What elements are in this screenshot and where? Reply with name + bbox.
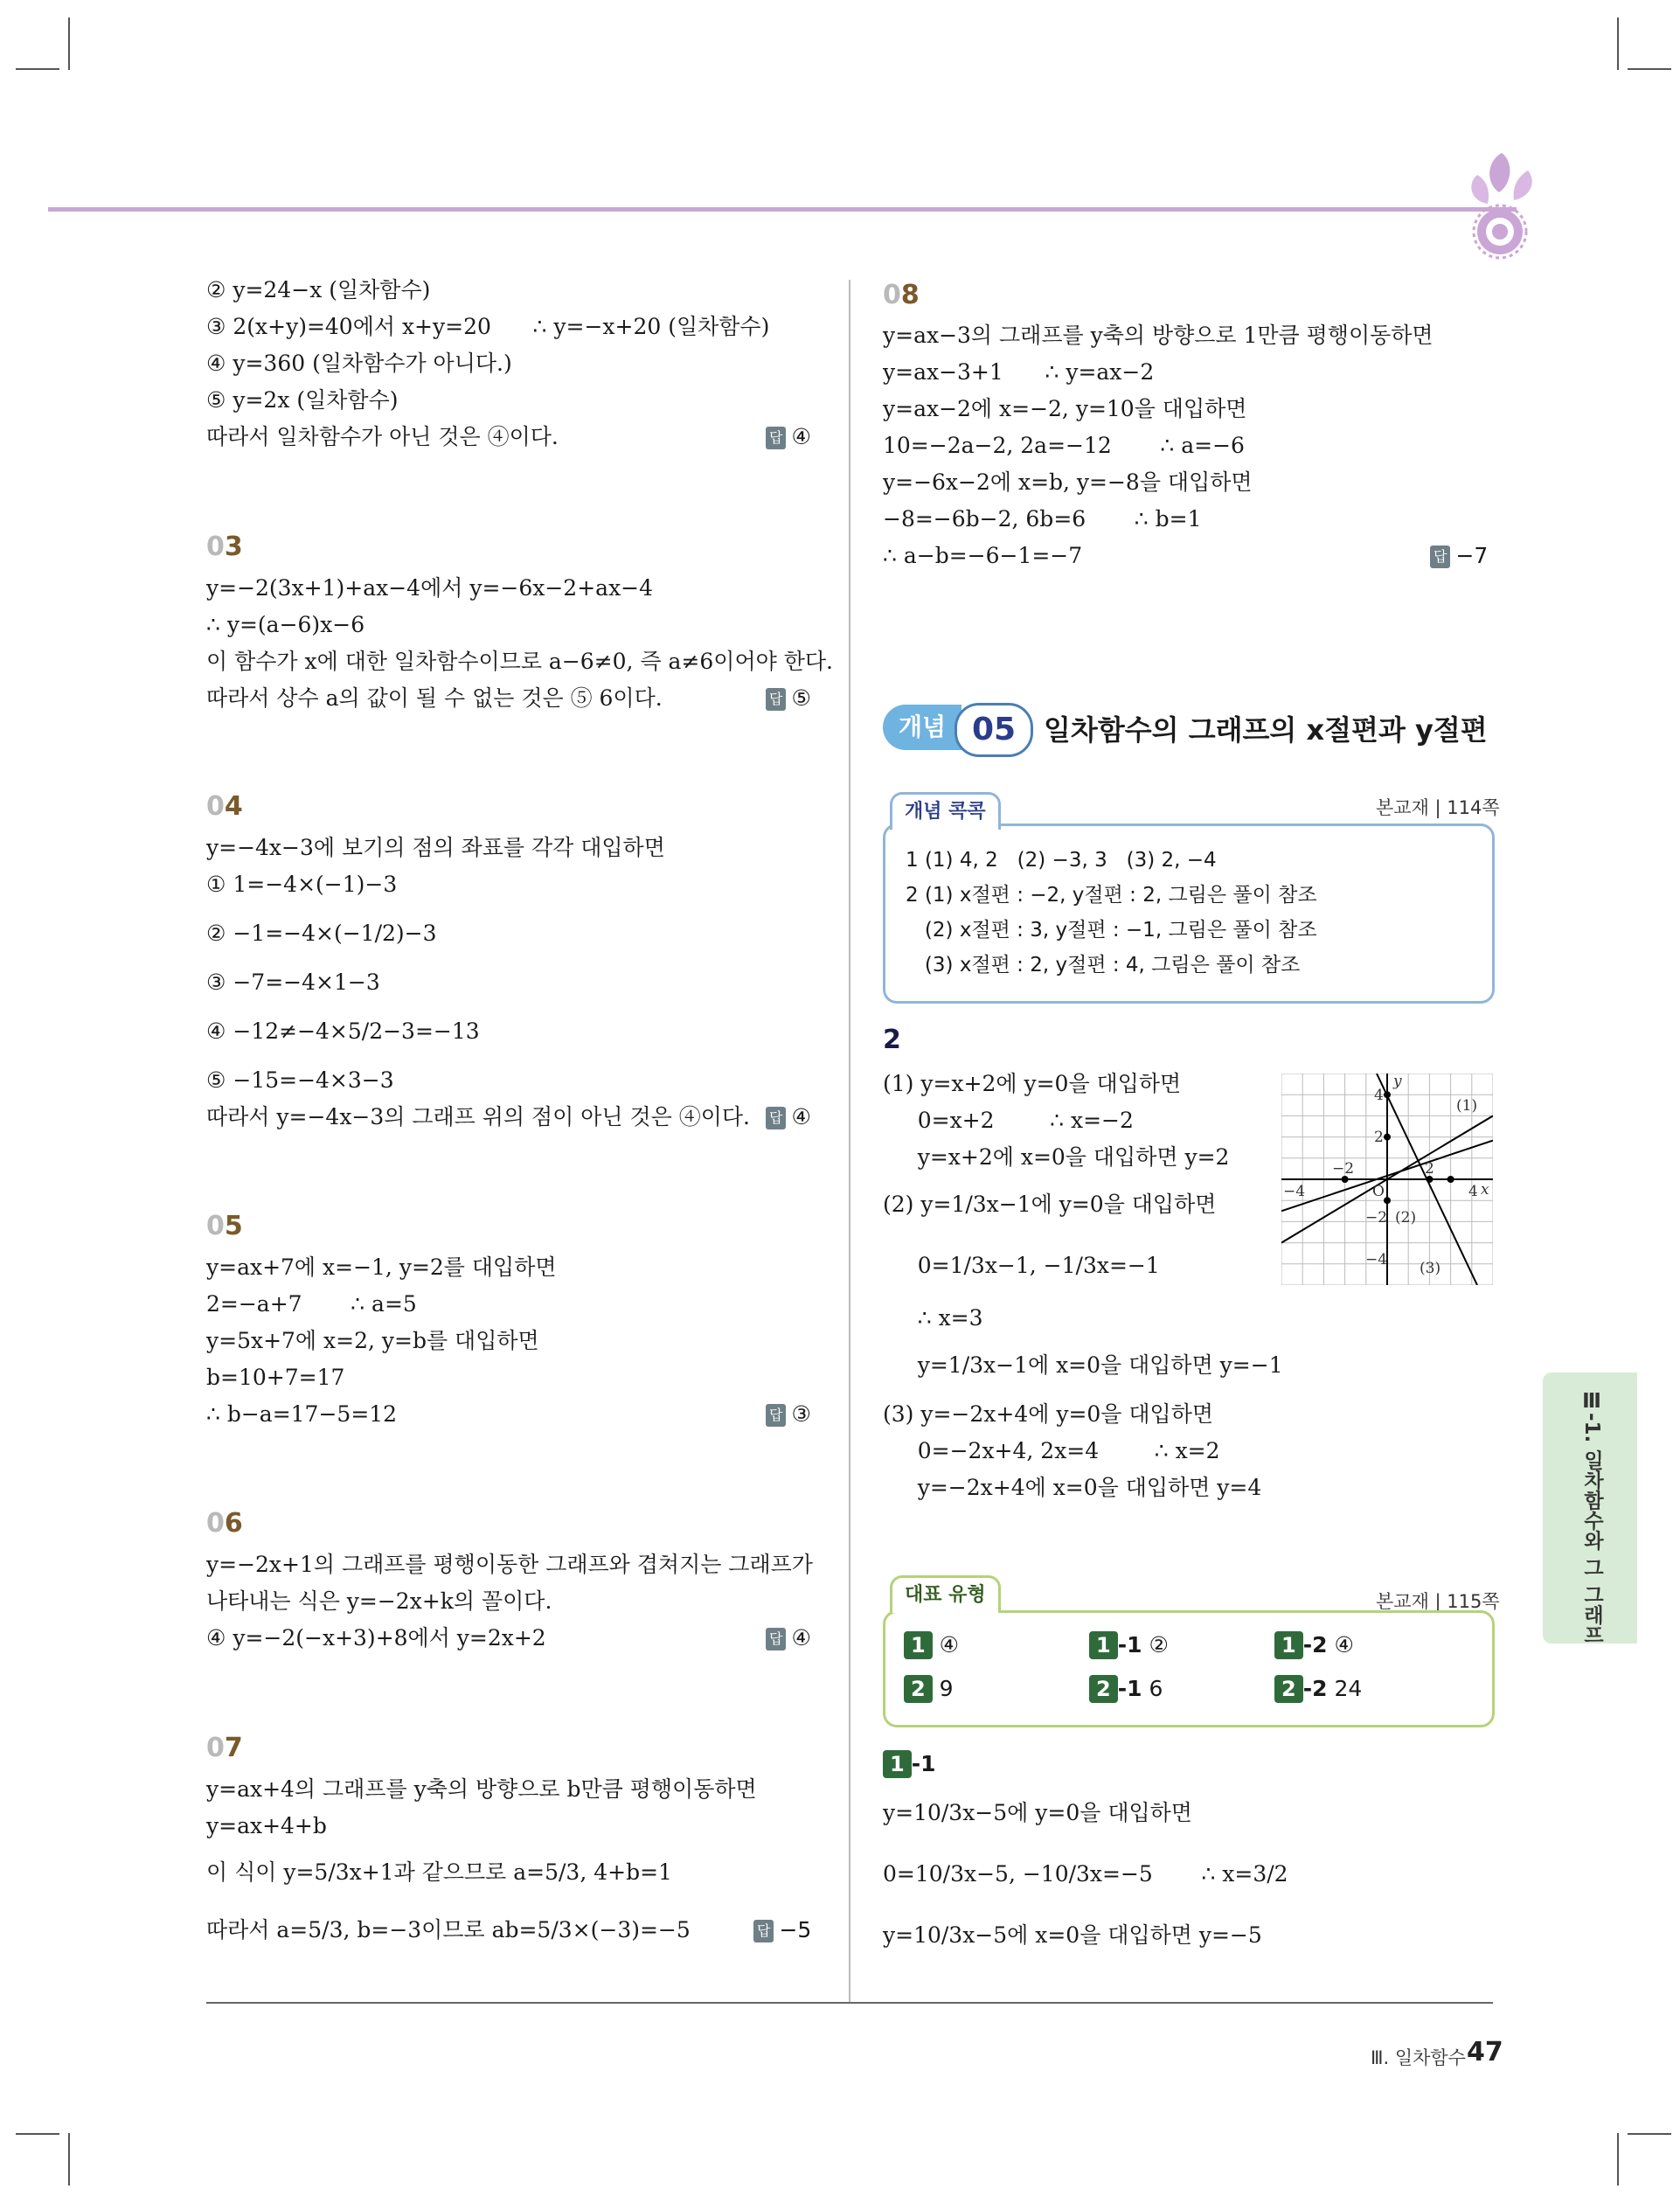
kok-line: 1 (1) 4, 2 (2) −3, 3 (3) 2, −4 (906, 849, 1217, 872)
text-line: 따라서 y=−4x−3의 그래프 위의 점이 아닌 것은 ④이다. (206, 1104, 751, 1129)
text-line: 따라서 상수 a의 값이 될 수 없는 것은 ⑤ 6이다. (206, 685, 663, 711)
coordinate-graph (1281, 1074, 1493, 1285)
text-line: ④ y=360 (일차함수가 아니다.) (206, 351, 512, 376)
rep-answer: 2 -2 24 (1274, 1673, 1362, 1705)
text-line: ③ −7=−4×1−3 (206, 969, 380, 995)
text-line: y=ax+4+b (206, 1813, 327, 1838)
text-line: ∴ x=3 (883, 1305, 983, 1331)
text-line: b=10+7=17 (206, 1365, 345, 1390)
graph-tick: −4 (1365, 1251, 1388, 1268)
text-line: y=−6x−2에 x=b, y=−8을 대입하면 (883, 469, 1253, 495)
text-line: y=−2x+4에 x=0을 대입하면 y=4 (883, 1475, 1262, 1500)
graph-tick: 4 (1374, 1087, 1384, 1104)
answer-mark: 답 (1430, 546, 1450, 568)
text-line: ⑤ −15=−4×3−3 (206, 1067, 394, 1093)
reference-page: 본교재 | 115쪽 (1376, 1591, 1500, 1612)
crop-mark (16, 2133, 59, 2135)
crop-mark (68, 2133, 70, 2186)
text-line: ② y=24−x (일차함수) (206, 277, 431, 302)
answer-mark: 답 (766, 1404, 786, 1427)
text-line: ① 1=−4×(−1)−3 (206, 872, 398, 897)
concept-title: 일차함수의 그래프의 x절편과 y절편 (1044, 713, 1488, 747)
text-line: y=−2x+1의 그래프를 평행이동한 그래프와 겹쳐지는 그래프가 (206, 1552, 813, 1577)
text-line: ② −1=−4×(−1/2)−3 (206, 921, 437, 946)
text-line: y=10/3x−5에 x=0을 대입하면 y=−5 (883, 1922, 1262, 1948)
answer: 답 ⑤ (766, 683, 811, 714)
text-line: y=−2(3x+1)+ax−4에서 y=−6x−2+ax−4 (206, 575, 654, 601)
graph-tick: 2 (1374, 1129, 1384, 1146)
kok-line: (3) x절편 : 2, y절편 : 4, 그림은 풀이 참조 (906, 954, 1301, 976)
side-chapter-label: Ⅲ-1. 일차함수와 그 그래프 (1580, 1390, 1603, 1645)
crop-mark (1617, 17, 1619, 70)
text-line: 따라서 일차함수가 아닌 것은 ④이다. (206, 424, 559, 449)
graph-tick: −2 (1365, 1209, 1388, 1227)
text-line: ④ −12≠−4×5/2−3=−13 (206, 1018, 480, 1044)
question-number: 04 (206, 791, 243, 822)
text-line: (1) y=x+2에 y=0을 대입하면 (883, 1071, 1182, 1096)
text-line: 10=−2a−2, 2a=−12 ∴ a=−6 (883, 433, 1245, 458)
graph-tick: 2 (1425, 1160, 1434, 1178)
question-number: 2 (883, 1025, 901, 1055)
concept-number: 05 (955, 703, 1033, 757)
answer: 답 −5 (753, 1915, 811, 1946)
text-line: y=−4x−3에 보기의 점의 좌표를 각각 대입하면 (206, 835, 665, 860)
answer-mark: 답 (766, 1628, 786, 1651)
graph-tick: −4 (1283, 1183, 1306, 1200)
text-line: 0=1/3x−1, −1/3x=−1 (883, 1253, 1160, 1278)
answer: 답 ④ (766, 1102, 811, 1133)
text-line: ∴ a−b=−6−1=−7 (883, 543, 1083, 568)
answer: 답 ④ (766, 1623, 811, 1654)
text-line: (3) y=−2x+4에 y=0을 대입하면 (883, 1401, 1214, 1427)
text-line: y=ax−3+1 ∴ y=ax−2 (883, 359, 1155, 385)
rep-answer: 2 -1 6 (1089, 1673, 1163, 1705)
text-line: ⑤ y=2x (일차함수) (206, 387, 399, 413)
crop-mark (1628, 68, 1671, 70)
flower-ornament (1451, 144, 1547, 267)
text-line: y=1/3x−1에 x=0을 대입하면 y=−1 (883, 1352, 1283, 1378)
column-divider (849, 280, 850, 2002)
graph-line-label: (3) (1420, 1260, 1441, 1277)
text-line: 0=−2x+4, 2x=4 ∴ x=2 (883, 1438, 1220, 1463)
graph-axis-label-x: x (1481, 1181, 1489, 1199)
text-line: y=ax+4의 그래프를 y축의 방향으로 b만큼 평행이동하면 (206, 1776, 757, 1802)
question-number: 07 (206, 1733, 243, 1763)
representative-box (883, 1610, 1495, 1727)
problem-tag: 1 -1 (883, 1748, 935, 1780)
reference-page: 본교재 | 114쪽 (1376, 797, 1500, 818)
side-chapter-tab (1543, 1373, 1637, 1644)
text-line: y=10/3x−5에 y=0을 대입하면 (883, 1800, 1192, 1825)
answer: 답 −7 (1430, 540, 1488, 572)
crop-mark (68, 17, 70, 70)
header-rule (48, 207, 1517, 212)
concept-tag: 개념 (883, 705, 961, 750)
crop-mark (1628, 2133, 1671, 2135)
graph-line-label: (2) (1395, 1209, 1417, 1227)
rep-answer: 1 -2 ④ (1274, 1630, 1354, 1661)
text-line: 0=x+2 ∴ x=−2 (883, 1108, 1134, 1133)
text-line: ③ 2(x+y)=40에서 x+y=20 ∴ y=−x+20 (일차함수) (206, 314, 770, 339)
kok-line: 2 (1) x절편 : −2, y절편 : 2, 그림은 풀이 참조 (906, 884, 1317, 907)
bottom-rule (206, 2002, 1493, 2004)
graph-tick: 4 (1468, 1183, 1478, 1200)
text-line: 2=−a+7 ∴ a=5 (206, 1291, 417, 1317)
footer-chapter: Ⅲ. 일차함수 (1371, 2047, 1466, 2068)
text-line: 0=10/3x−5, −10/3x=−5 ∴ x=3/2 (883, 1861, 1288, 1887)
crop-mark (1617, 2133, 1619, 2186)
text-line: ∴ b−a=17−5=12 (206, 1401, 398, 1427)
graph-line-label: (1) (1456, 1097, 1478, 1115)
answer-mark: 답 (766, 688, 786, 711)
question-number: 05 (206, 1211, 243, 1241)
text-line: (2) y=1/3x−1에 y=0을 대입하면 (883, 1192, 1217, 1217)
text-line: 이 식이 y=5/3x+1과 같으므로 a=5/3, 4+b=1 (206, 1859, 672, 1885)
text-line: 나타내는 식은 y=−2x+k의 꼴이다. (206, 1588, 552, 1614)
text-line: y=x+2에 x=0을 대입하면 y=2 (883, 1144, 1230, 1170)
kok-line: (2) x절편 : 3, y절편 : −1, 그림은 풀이 참조 (906, 919, 1317, 942)
question-number: 06 (206, 1508, 243, 1539)
rep-answer: 1 ④ (904, 1630, 959, 1661)
text-line: 따라서 a=5/3, b=−3이므로 ab=5/3×(−3)=−5 (206, 1917, 691, 1942)
question-number: 03 (206, 532, 243, 562)
rep-answer: 1 -1 ② (1089, 1630, 1169, 1661)
text-line: y=ax+7에 x=−1, y=2를 대입하면 (206, 1254, 557, 1280)
rep-label: 대표 유형 (890, 1575, 1001, 1613)
answer-mark: 답 (766, 1107, 786, 1129)
text-line: ∴ y=(a−6)x−6 (206, 612, 365, 637)
answer: 답 ③ (766, 1399, 811, 1430)
kok-label: 개념 콕콕 (890, 792, 1001, 830)
text-line: ④ y=−2(−x+3)+8에서 y=2x+2 (206, 1625, 546, 1651)
graph-tick: −2 (1332, 1160, 1355, 1178)
text-line: 이 함수가 x에 대한 일차함수이므로 a−6≠0, 즉 a≠6이어야 한다. (206, 649, 833, 674)
answer-mark: 답 (766, 427, 786, 449)
text-line: y=ax−3의 그래프를 y축의 방향으로 1만큼 평행이동하면 (883, 323, 1434, 348)
crop-mark (16, 68, 59, 70)
text-line: y=5x+7에 x=2, y=b를 대입하면 (206, 1328, 539, 1353)
rep-answer: 2 9 (904, 1673, 954, 1705)
answer: 답 ④ (766, 421, 811, 453)
answer-mark: 답 (753, 1920, 774, 1942)
graph-origin: O (1372, 1183, 1385, 1200)
page-number: 47 (1467, 2037, 1503, 2067)
graph-axis-label-y: y (1393, 1074, 1402, 1090)
question-number: 08 (883, 280, 920, 310)
text-line: −8=−6b−2, 6b=6 ∴ b=1 (883, 506, 1202, 532)
text-line: y=ax−2에 x=−2, y=10을 대입하면 (883, 396, 1247, 421)
